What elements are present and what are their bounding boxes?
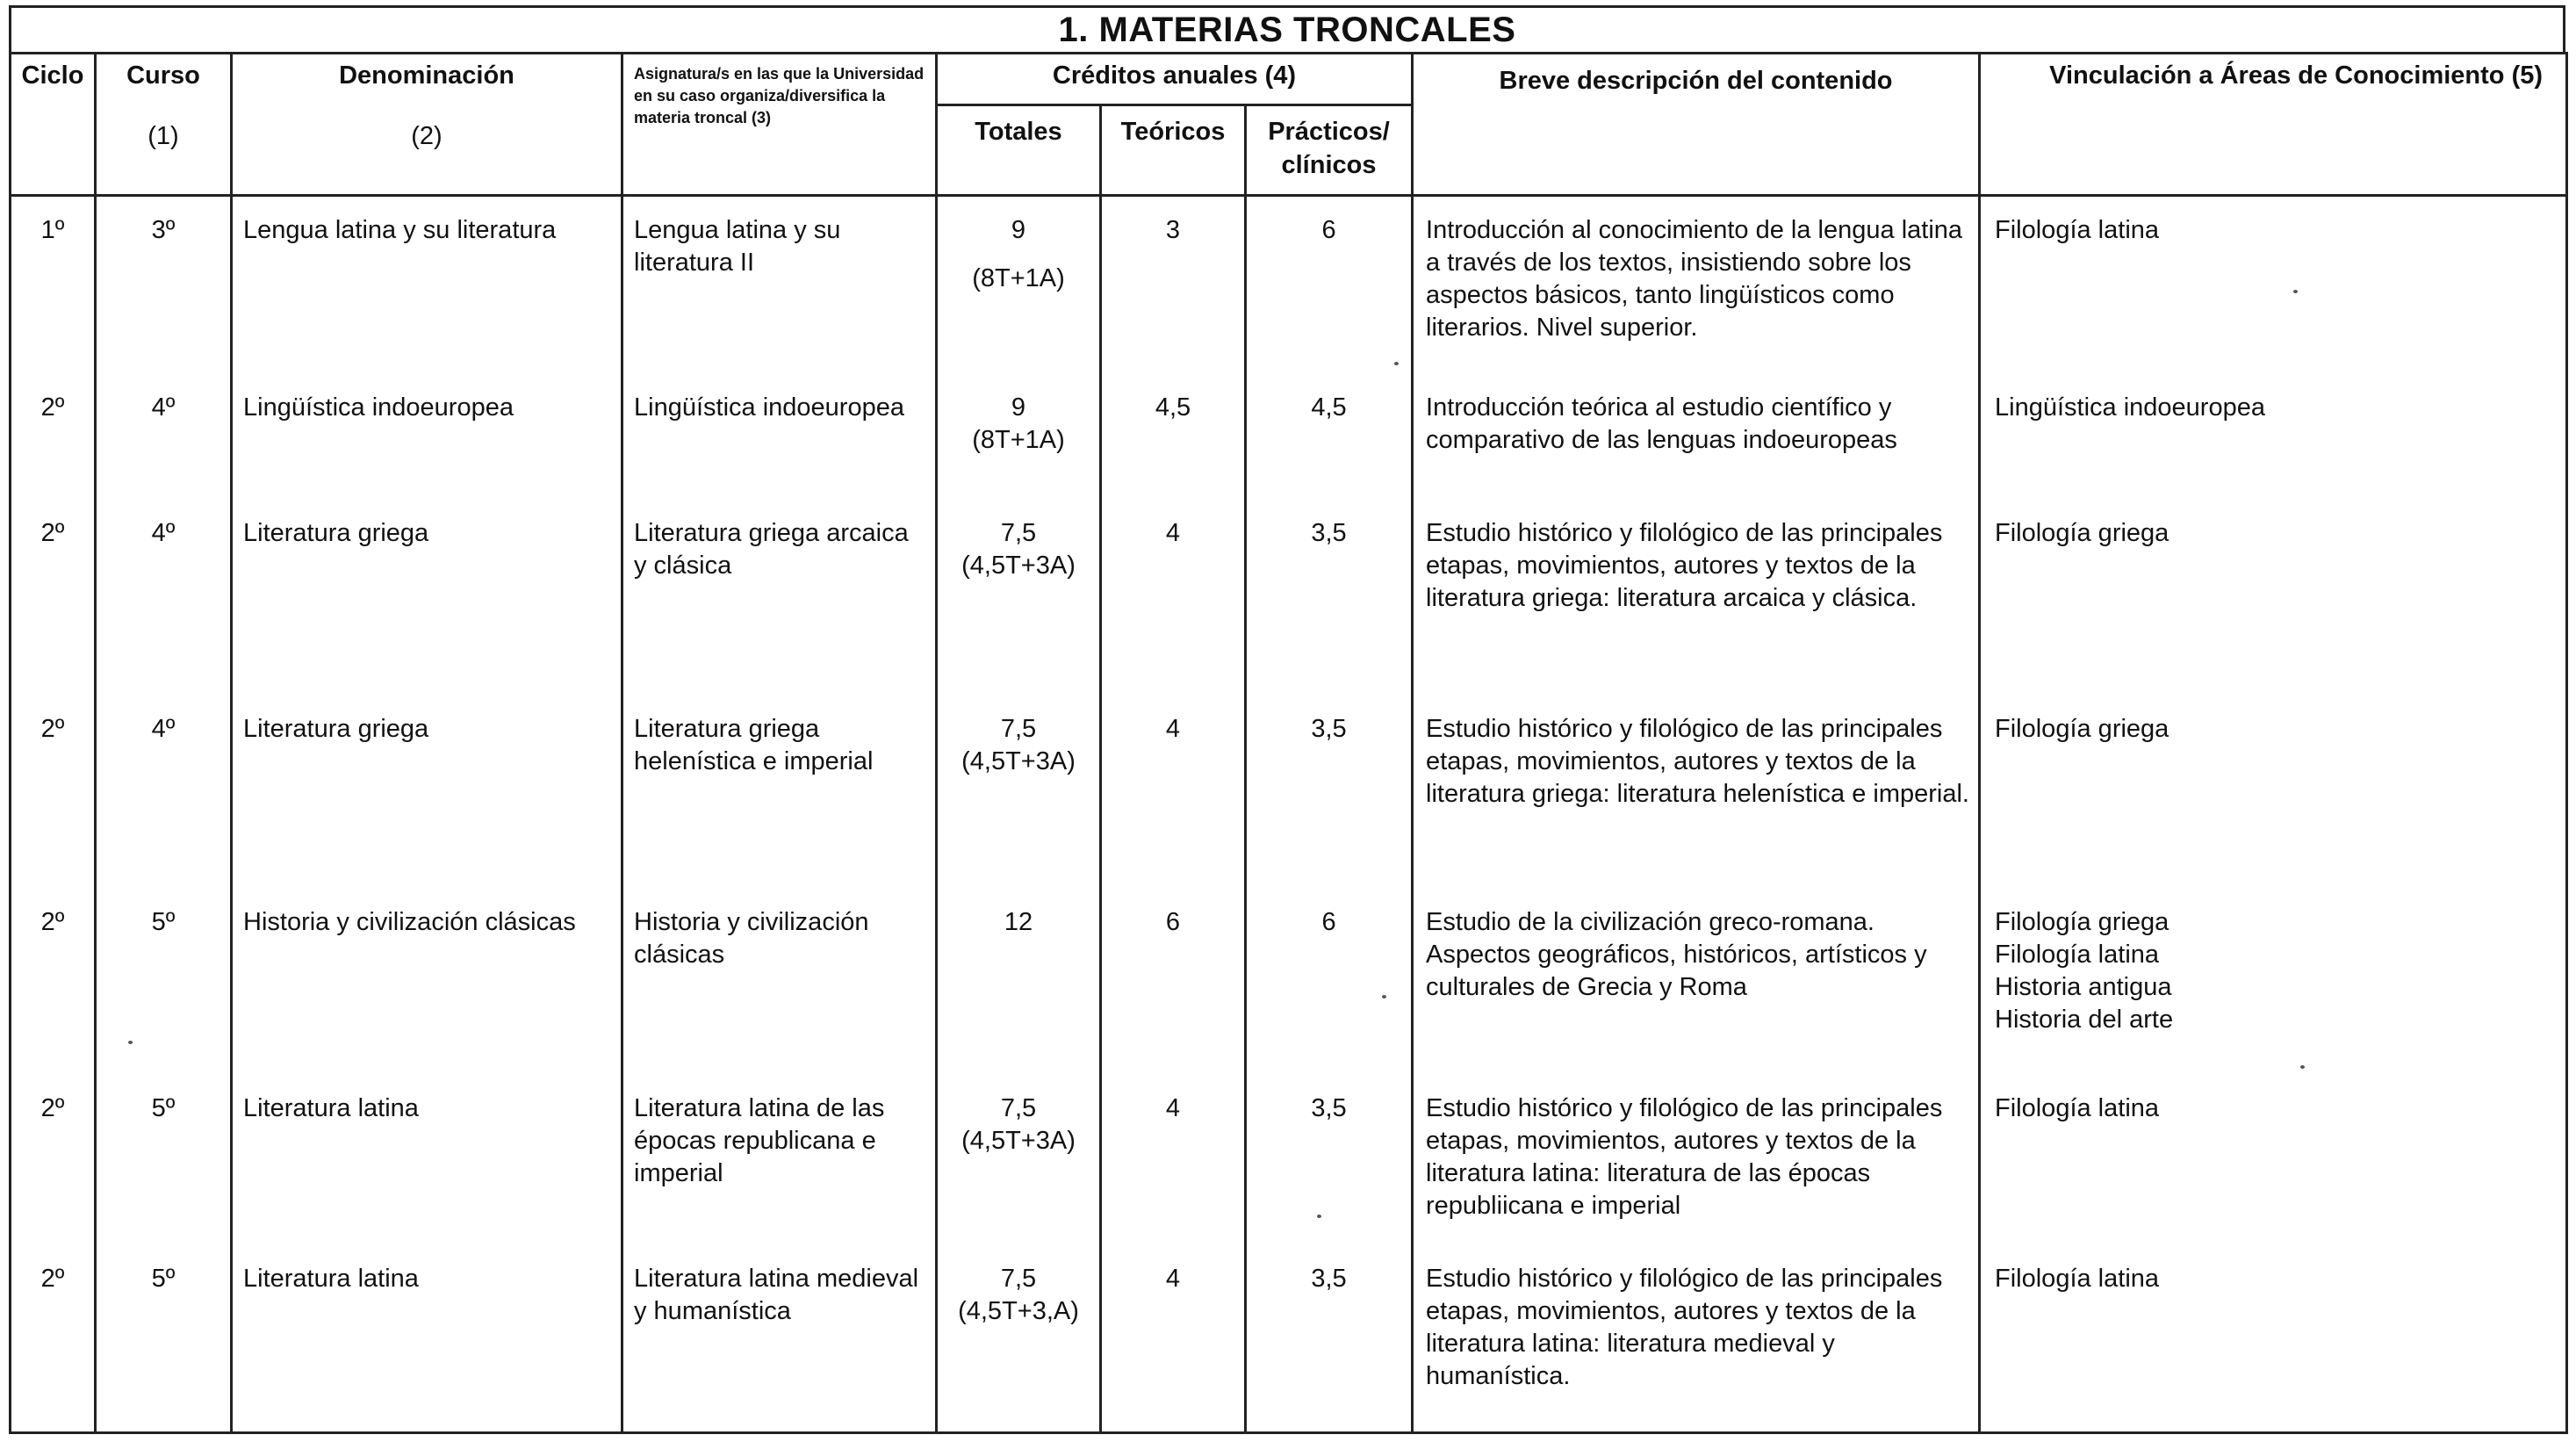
totales-value: 7,5 (1000, 1264, 1037, 1293)
cell-curso: 4º (96, 503, 232, 699)
cell-practicos: 3,5 (1246, 1078, 1413, 1249)
cell-areas (1980, 1078, 2567, 1249)
area-item: Lingüística indoeuropea (1995, 393, 2265, 422)
cell-descripcion: Estudio de la civilización greco-romana. Aspectos geográficos, históricos, artísticos y culturales de Grecia y Roma (1413, 892, 1980, 1078)
cell-teoricos: 4 (1101, 699, 1246, 892)
cell-teoricos: 4,5 (1101, 378, 1246, 503)
cell-curso: 5º (96, 892, 232, 1078)
scan-speck (1382, 995, 1386, 999)
cell-totales (937, 1249, 1101, 1433)
scan-speck (2293, 290, 2298, 293)
table-row (11, 1078, 2567, 1249)
materias-table (9, 52, 2568, 1434)
header-practicos: Prácticos/ clínicos (1246, 105, 1413, 196)
area-item: Filología latina (1995, 216, 2160, 244)
cell-totales (937, 699, 1101, 892)
cell-areas (1980, 892, 2567, 1078)
cell-denominacion: Literatura latina (232, 1078, 622, 1249)
cell-asignatura: Lingüística indoeuropea (622, 378, 937, 503)
cell-totales (937, 503, 1101, 699)
cell-ciclo: 2º (11, 1078, 96, 1249)
cell-areas (1980, 196, 2567, 378)
area-item: Filología griega (1995, 518, 2169, 547)
cell-teoricos: 4 (1101, 1249, 1246, 1433)
header-denominacion: Denominación (2) (232, 54, 622, 196)
totales-value: 12 (1004, 907, 1033, 936)
header-curso: Curso (1) (96, 54, 232, 196)
document-sheet (9, 5, 2565, 1434)
cell-practicos: 3,5 (1246, 1249, 1413, 1433)
header-asignaturas: Asignatura/s en las que la Universidad en su caso organiza/diversifica la materia troncal (3) (622, 54, 937, 196)
cell-curso: 3º (96, 196, 232, 378)
cell-descripcion: Estudio histórico y filológico de las principales etapas, movimientos, autores y textos de la literatura latina: literatura medieval y humanística. (1413, 1249, 1980, 1433)
header-creditos: Créditos anuales (4) (937, 54, 1413, 105)
cell-areas (1980, 1249, 2567, 1433)
cell-ciclo: 2º (11, 699, 96, 892)
table-row (11, 196, 2567, 378)
cell-teoricos: 4 (1101, 503, 1246, 699)
scan-speck (1394, 362, 1399, 365)
cell-totales (937, 378, 1101, 503)
scan-speck (1317, 1215, 1321, 1218)
totales-detail: (4,5T+3A) (961, 1126, 1076, 1155)
table-row (11, 378, 2567, 503)
cell-totales (937, 1078, 1101, 1249)
cell-totales (937, 892, 1101, 1078)
cell-denominacion: Literatura griega (232, 503, 622, 699)
cell-denominacion: Lengua latina y su literatura (232, 196, 622, 378)
cell-ciclo: 2º (11, 503, 96, 699)
totales-detail: (4,5T+3A) (961, 746, 1076, 775)
cell-curso: 4º (96, 378, 232, 503)
cell-areas (1980, 378, 2567, 503)
cell-areas (1980, 503, 2567, 699)
document-title: 1. MATERIAS TRONCALES (9, 5, 2565, 52)
cell-curso: 5º (96, 1078, 232, 1249)
totales-value: 9 (1011, 216, 1026, 244)
table-row (11, 1249, 2567, 1433)
header-teoricos: Teóricos (1101, 105, 1246, 196)
area-item: Filología griega (1995, 714, 2169, 743)
table-row (11, 892, 2567, 1078)
totales-value: 7,5 (1000, 714, 1037, 743)
cell-descripcion: Introducción al conocimiento de la lengua latina a través de los textos, insistiendo sobre los aspectos básicos, tanto lingüísticos como literarios. Nivel superior. (1413, 196, 1980, 378)
totales-detail: (8T+1A) (972, 425, 1065, 454)
cell-asignatura: Historia y civilización clásicas (622, 892, 937, 1078)
cell-teoricos: 6 (1101, 892, 1246, 1078)
area-item: Historia antigua (1995, 972, 2172, 1001)
totales-detail: (4,5T+3,A) (958, 1296, 1079, 1325)
materias-body (11, 196, 2567, 1433)
area-item: Filología latina (1995, 1264, 2160, 1293)
area-item: Filología griega (1995, 907, 2169, 936)
cell-asignatura: Lengua latina y su literatura II (622, 196, 937, 378)
cell-practicos: 3,5 (1246, 503, 1413, 699)
cell-teoricos: 3 (1101, 196, 1246, 378)
cell-areas (1980, 699, 2567, 892)
scan-speck (128, 1041, 133, 1044)
cell-curso: 5º (96, 1249, 232, 1433)
cell-descripcion: Introducción teórica al estudio científico y comparativo de las lenguas indoeuropeas (1413, 378, 1980, 503)
cell-practicos: 3,5 (1246, 699, 1413, 892)
cell-ciclo: 2º (11, 892, 96, 1078)
totales-value: 7,5 (1000, 518, 1037, 547)
cell-ciclo: 2º (11, 378, 96, 503)
table-row (11, 503, 2567, 699)
cell-curso: 4º (96, 699, 232, 892)
cell-descripcion: Estudio histórico y filológico de las principales etapas, movimientos, autores y textos de la literatura griega: literatura arcaica y clásica. (1413, 503, 1980, 699)
cell-asignatura: Literatura griega helenística e imperial (622, 699, 937, 892)
cell-practicos: 6 (1246, 892, 1413, 1078)
cell-asignatura: Literatura griega arcaica y clásica (622, 503, 937, 699)
cell-descripcion: Estudio histórico y filológico de las principales etapas, movimientos, autores y textos de la literatura griega: literatura helenística e imperial. (1413, 699, 1980, 892)
cell-denominacion: Lingüística indoeuropea (232, 378, 622, 503)
totales-detail: (4,5T+3A) (961, 551, 1076, 580)
cell-asignatura: Literatura latina medieval y humanística (622, 1249, 937, 1433)
totales-value: 7,5 (1000, 1093, 1037, 1122)
cell-ciclo: 1º (11, 196, 96, 378)
totales-value: 9 (1011, 393, 1026, 422)
cell-teoricos: 4 (1101, 1078, 1246, 1249)
area-item: Filología latina (1995, 940, 2160, 969)
cell-practicos: 4,5 (1246, 378, 1413, 503)
cell-descripcion: Estudio histórico y filológico de las principales etapas, movimientos, autores y textos de la literatura latina: literatura de las épocas republiicana e imperial (1413, 1078, 1980, 1249)
cell-denominacion: Literatura latina (232, 1249, 622, 1433)
header-vinculacion: Vinculación a Áreas de Conocimiento (5) (1980, 54, 2567, 196)
header-ciclo: Ciclo (11, 54, 96, 196)
table-row (11, 699, 2567, 892)
cell-practicos: 6 (1246, 196, 1413, 378)
area-item: Historia del arte (1995, 1005, 2174, 1034)
cell-denominacion: Historia y civilización clásicas (232, 892, 622, 1078)
cell-denominacion: Literatura griega (232, 699, 622, 892)
cell-totales (937, 196, 1101, 378)
cell-ciclo: 2º (11, 1249, 96, 1433)
area-item: Filología latina (1995, 1093, 2160, 1122)
totales-detail: (8T+1A) (972, 264, 1065, 292)
scan-speck (2300, 1065, 2305, 1069)
cell-asignatura: Literatura latina de las épocas republicana e imperial (622, 1078, 937, 1249)
header-descripcion: Breve descripción del contenido (1413, 54, 1980, 196)
header-totales: Totales (937, 105, 1101, 196)
